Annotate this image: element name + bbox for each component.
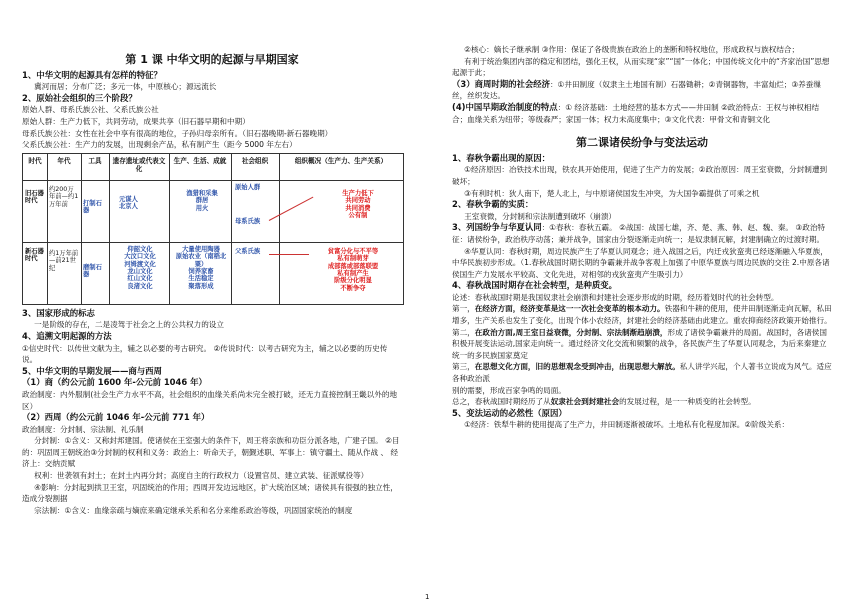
zhou-text-5: 宗法制：①含义：血缘亲疏与嫡庶来确定继承关系和名分来维系政治等级，巩固国家统治的制度 [34, 505, 353, 515]
zhou-text-1: 政治制度：分封制、宗法制、礼乐制 [22, 424, 144, 434]
economy-heading: （3）商周时期的社会经济 [452, 78, 550, 89]
r4-p6-lead: 总之，春秋战国时期经历了从 [452, 397, 551, 407]
th-org: 社会组织 [241, 156, 269, 165]
arrow-2 [269, 254, 309, 255]
row2-era: 新石器时代 [25, 247, 44, 263]
r-text-2: 有利于统治集团内部的稳定和团结，强化王权，从而实现“家”“国”一体化；中国传统文化中的“齐家治国”思想起源于此； [452, 56, 830, 78]
page-number: 1 [425, 593, 430, 601]
row1-sites: 元谋人 北京人 [119, 195, 138, 211]
r4-p6-text: 的发展过程，是一一种质变的社会转型。 [619, 397, 756, 407]
left-column [22, 44, 402, 516]
r5-text: ①经济：铁犁牛耕的使用提高了生产力，井田制逐渐被破坏。土地私有化程度加深。②阶级关系： [464, 420, 790, 430]
table-header [23, 154, 403, 181]
features-heading: (4)中国早期政治制度的特点 [452, 101, 558, 112]
r4-heading: 4、春秋战国时期存在社会转型，是种质变。 [452, 280, 617, 291]
row2-org: 父系氏族 [235, 247, 261, 255]
s1-heading: 1、中华文明的起源具有怎样的特征？ [22, 69, 162, 80]
r1-heading: 1、春秋争霸出现的原因： [452, 152, 550, 163]
stone-age-table [22, 153, 404, 305]
r4-p4-lead: 第三， [452, 362, 475, 372]
th-era: 时代 [28, 156, 42, 165]
s4-text: ①信史时代：以传世文献为主，辅之以必要的考古研究。 ②传说时代：以考古研究为主，辅之以必要的历史传说。 [22, 343, 388, 365]
s1-text: 冀河而居；分布广泛；多元一体，中原核心；源远流长 [34, 82, 217, 92]
th-sites: 遗存遗址或代表文化 [112, 156, 166, 173]
right-column [452, 44, 832, 431]
zhou-text-3: 权利：世袭领有封土；在封土内再分封；高度自主的行政权力（设置官员、建立武装、征派赋役等） [34, 471, 369, 481]
r4-p6-bold: 奴隶社会到封建社会 [550, 397, 620, 407]
s5-heading: 5、中华文明的早期发展——商与西周 [22, 365, 162, 376]
r1-text-1: ①经济原因：冶铁技术出现，铁农具开始使用，促进了生产力的发展；②政治原因：周王室衰微，分封制遭到破坏； [452, 165, 828, 186]
shang-text: 政治制度：内外服制(社会生产力水平不高，社会组织的血缘关系尚未完全被打破，还无力直接控制王畿以外的地区） [22, 389, 398, 411]
row1-era: 旧石器时代 [25, 189, 44, 205]
row2-desc: 贫富分化与不平等 私有制萌芽 成部落或部落联盟 私有制产生 阶级分化明显 不断争夺 [327, 247, 379, 292]
row1-org: 原始人群 [235, 183, 261, 191]
zhou-text-2: 分封制：①含义：又称封邦建国。使诸侯在王室强大的条件下，周王将亲族和功臣分派各地，广建子国。 ②目的：巩固周王朝统治③分封制的权利和义务：政治上：听命天子，朝觐述职、军事上：镇守疆土、随从作战 、 经济上：交纳贡赋 [22, 436, 400, 469]
r4-p2-text: 铁器和牛耕的使用，使井田制逐渐走向瓦解，私田增多，生产关系也发生了变化，出现个体小农经济，封建社会的经济基础由此建立。重农抑商经济政策开始推行。 [452, 304, 832, 326]
zhou-heading: （2）西周（约公元前 1046 年-公元前 771 年） [22, 412, 210, 423]
r4-p3-bold: 在政治方面,周王室日益衰微，分封制、宗法制渐趋崩溃， [474, 327, 668, 337]
features-text: ：① 经济基础：土地经营的基本方式——井田制 ②政治特点：王权与神权相结合；血缘关系为纽带；等级森严；家国一体；权力未高度集中；③文化代表：甲骨文和青铜文化 [452, 102, 820, 124]
s2-text-3: 母系氏族公社：女性在社会中享有很高的地位，子孙归母亲所有。（旧石器晚期-新石器晚期） [22, 128, 333, 138]
s2-text-4: 父系氏族公社：生产力的发展，出现剩余产品，私有制产生（距今 5000 年左右） [22, 140, 297, 150]
s2-heading: 2、原始社会组织的三个阶段？ [22, 92, 137, 103]
r4-p4-text: 私人讲学兴起，个人著书立说成为风气。适应各种政治派 [452, 362, 832, 384]
th-life: 生产、生活、成就 [173, 156, 227, 165]
s2-text-1: 原始人群、母系氏族公社、父系氏族公社 [22, 105, 159, 115]
row2-years: 约1万年前—前21世纪 [49, 249, 79, 272]
s2-text-2: 原始人群：生产力低下，共同劳动，成果共享（旧石器早期和中期） [22, 116, 250, 126]
th-tool: 工具 [88, 156, 102, 165]
r4-text-1: 论述：春秋战国时期是我国奴隶社会崩溃和封建社会逐步形成的时期，经历着划时代的社会转型。 [452, 292, 779, 302]
shang-heading: （1）商（约公元前 1600 年-公元前 1046 年） [22, 377, 207, 388]
lesson1-title: 第 1 课 中华文明的起源与早期国家 [125, 53, 299, 66]
r4-p4-bold: 在思想文化方面，旧的思想观念受到冲击，出现思想大解放。 [474, 362, 680, 372]
row1-org2: 母系氏族 [235, 217, 261, 225]
row2-sites: 仰韶文化 大汶口文化 河姆渡文化 龙山文化 红山文化 良渚文化 [124, 245, 156, 290]
row1-life: 渔猎和采集 群居 用火 [186, 189, 218, 212]
row1-desc: 生产力低下 共同劳动 共同消费 公有制 [342, 189, 374, 219]
r4-p2-lead: 第一， [452, 304, 475, 314]
r4-text-5: 别的需要，形成百家争鸣的局面。 [452, 385, 566, 395]
economy-text: ：①井田制度（奴隶主土地国有制）石器锄耕；②青铜器物，丰富灿烂；③养蚕缫丝，丝织发达。 [452, 79, 821, 101]
r4-p2-bold: 在经济方面，经济变革是这一一次社会变革的根本动力。 [474, 304, 665, 314]
r2-text: 王室衰微，分封制和宗法制遭到破坏（崩溃） [464, 211, 617, 221]
r3-heading: 3、列国纷争与华夏认同 [452, 222, 542, 233]
r3-text-2: ④华夏认同：春秋时期，周边民族产生了华夏认同观念；进入战国之后，内迁戎狄蛮夷已经逐渐融入华夏族，中华民族初步形成。（1.春秋战国时期长期的争霸兼并战争客观上加强了中原华夏族与周边民族的交往 2.中原各诸侯国生产力发展水平较高、文化先进，对相邻的戎狄蛮夷产生吸引力） [452, 246, 830, 279]
row1-tool: 打制石器 [83, 199, 102, 215]
r3-text-1: ：①春秋：春秋五霸。 ②战国：战国七雄，齐、楚、燕、韩、赵、魏、秦。 ③政治特征：诸侯纷争，政治秩序动荡；兼并战争，国家由分裂逐渐走向统一；是奴隶制瓦解，封建制确立的过渡时期。 [452, 223, 826, 244]
th-desc: 组织概况（生产力、生产关系） [294, 156, 388, 165]
s3-text: 一是阶级的存在，二是凌驾于社会之上的公共权力的设立 [34, 320, 224, 330]
r2-heading: 2、春秋争霸的实质： [452, 199, 534, 210]
zhou-text-4: ④影响：分封起到拱卫王室，巩固统治的作用；西周开发边远地区，扩大统治区域；诸侯具有很强的独立性，造成分裂割据 [22, 482, 398, 504]
r5-heading: 5、变法运动的必然性（原因） [452, 407, 567, 418]
r4-p3-lead: 第二， [452, 327, 475, 337]
r1-text-2: ③有利时机：狄人南下，楚人北上，与中原诸侯国发生冲突，为大国争霸提供了可乘之机 [464, 188, 760, 198]
r4-p3-text: 形成了诸侯争霸兼并的局面。战国时，各诸侯国积极开展变法运动,国家走向统一。通过经济文化交流和频繁的战争，各民族产生了华夏认同观念，为后来秦建立统一的多民族国家奠定 [452, 327, 827, 360]
row1-years: 约200万年前—约1万年前 [49, 185, 79, 208]
lesson2-title: 第二课诸侯纷争与变法运动 [576, 136, 708, 150]
r-text-1: ②核心：嫡长子继承制 ③作用：保证了各级贵族在政治上的垄断和特权地位，形成政权与族权结合； [464, 45, 800, 54]
s4-heading: 4、追溯文明起源的方法 [22, 330, 112, 341]
th-years: 年代 [57, 156, 71, 165]
row2-life: 大量使用陶器 原始农业（南稻北粟） 饲养家畜 生活稳定 聚落形成 [175, 245, 227, 290]
row2-tool: 磨制石器 [83, 263, 102, 279]
s3-heading: 3、国家形成的标志 [22, 307, 95, 318]
